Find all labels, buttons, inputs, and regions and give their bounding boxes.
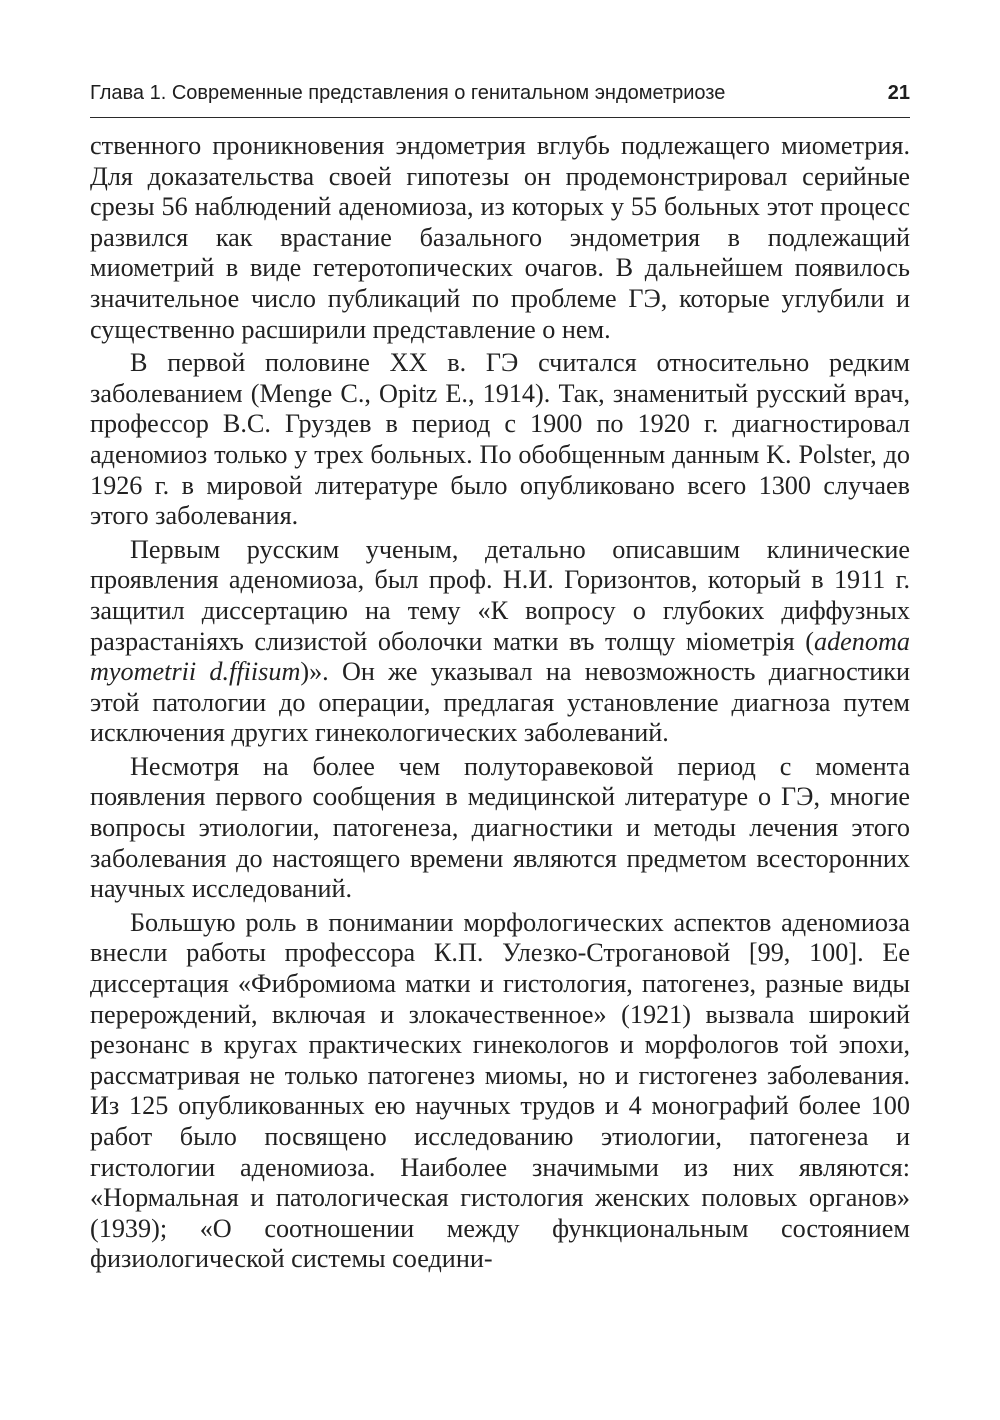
paragraph: В первой половине XX в. ГЭ считался относительно редким заболеванием (Menge C., Opitz E., 1914). Так, знаменитый русский врач, профессор В.С. Груздев в период с 1900 по 1920 г. диагностировал аденомиоз только у трех больных. По обобщенным данным K. Polster, до 1926 г. в мировой литературе было опубликовано всего 1300 случаев этого заболевания. [90, 348, 910, 531]
paragraph: ственного проникновения эндометрия вглубь подлежащего миометрия. Для доказательства своей гипотезы он продемонстрировал серийные срезы 56 наблюдений аденомиоза, из которых у 55 больных этот процесс развился как врастание базального эндометрия в подлежащий миометрий в виде гетеротопических очагов. В дальнейшем появилось значительное число публикаций по проблеме ГЭ, которые углубили и существенно расширили представление о нем. [90, 131, 910, 344]
paragraph: Большую роль в понимании морфологических аспектов аденомиоза внесли работы профессора К.П. Улезко-Строгановой [99, 100]. Ее диссертация «Фибромиома матки и гистология, патогенез, разные виды перерождений, включая и злокачественное» (1921) вызвала широкий резонанс в кругах практических гинекологов и морфологов той эпохи, рассматривая не только патогенез миомы, но и гистогенез заболевания. Из 125 опубликованных ею научных трудов и 4 монографий более 100 работ было посвящено исследованию этиологии, патогенеза и гистологии аденомиоза. Наиболее значимыми из них являются: «Нормальная и патологическая гистология женских половых органов» (1939); «О соотношении между функциональным состоянием физиологической системы соедини- [90, 907, 910, 1274]
paragraph: Несмотря на более чем полуторавековой период с момента появления первого сообщения в медицинской литературе о ГЭ, многие вопросы этиологии, патогенеза, диагностики и методы лечения этого заболевания до настоящего времени являются предметом всесторонних научных исследований. [90, 751, 910, 904]
paragraph-text: )». Он же указывал на невозможность диагностики этой патологии до операции, предлагая установление диагноза путем исключения других гинекологических заболеваний. [90, 657, 910, 748]
paragraph [90, 535, 910, 749]
paragraph-text: Первым русским ученым, детально описавшим клинические проявления аденомиоза, был проф. Н.И. Горизонтов, который в 1911 г. защитил диссертацию на тему «К вопросу о глубоких диффузных разрастаніяхъ слизистой оболочки матки въ толщу міометрія ( [90, 534, 910, 656]
running-header [90, 82, 910, 116]
body-text [90, 131, 910, 1275]
header-divider [90, 117, 910, 118]
latin-term: adenoma myometrii d.ffiisum [90, 626, 910, 687]
page-number: 21 [887, 82, 910, 104]
chapter-title: Глава 1. Современные представления о генитальном эндометриозе [90, 82, 726, 104]
